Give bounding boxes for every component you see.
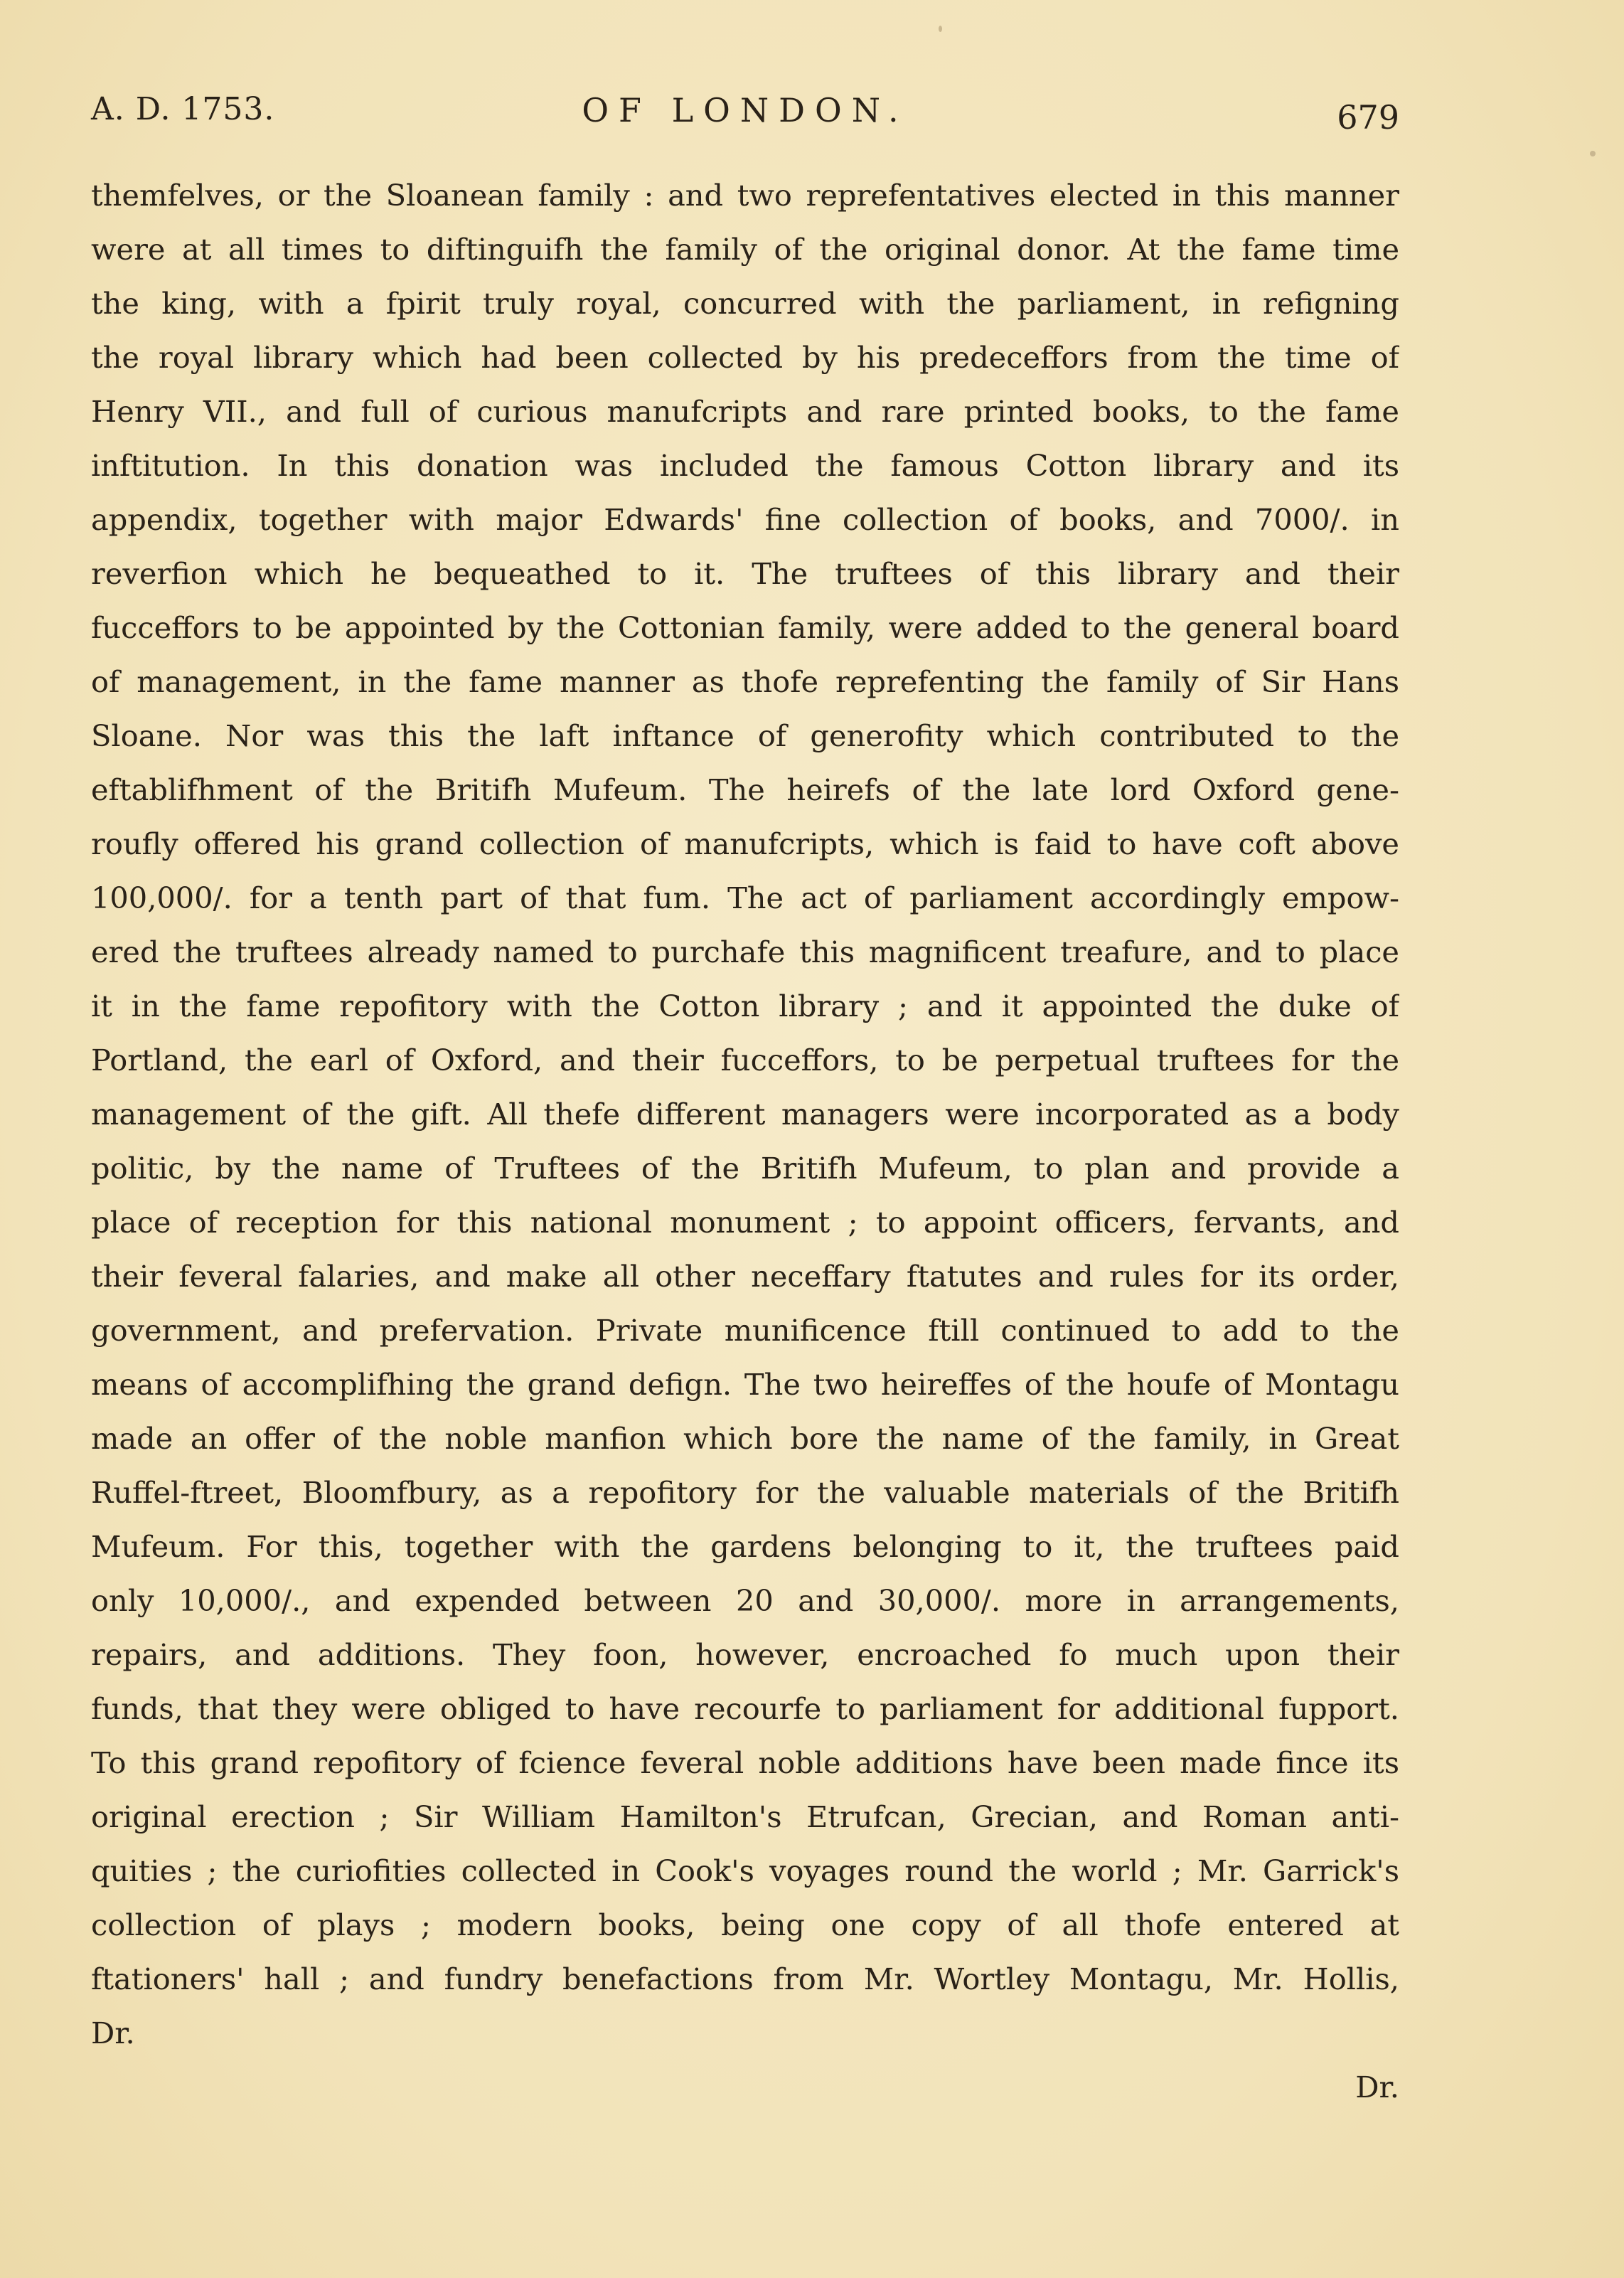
text-line: 100,000/. for a tenth part of that fum. The act of parliament accordingly empow- <box>91 880 1399 915</box>
text-line: Ruffel-ftreet, Bloomfbury, as a repofitory for the valuable materials of the Britifh <box>91 1475 1399 1510</box>
text-line: themfelves, or the Sloanean family : and two reprefentatives elected in this manner <box>91 178 1399 213</box>
text-line: their feveral falaries, and make all other neceffary ftatutes and rules for its order, <box>91 1259 1399 1294</box>
text-line: quities ; the curiofities collected in Cook's voyages round the world ; Mr. Garrick's <box>91 1853 1399 1888</box>
text-line: repairs, and additions. They foon, however, encroached fo much upon their <box>91 1637 1399 1672</box>
text-line: appendix, together with major Edwards' fine collection of books, and 7000/. in <box>91 502 1399 537</box>
text-line: the king, with a fpirit truly royal, concurred with the parliament, in refigning <box>91 286 1399 321</box>
catchword: Dr. <box>1355 2070 1399 2104</box>
text-line: reverfion which he bequeathed to it. The truftees of this library and their <box>91 556 1399 591</box>
text-line: ftationers' hall ; and fundry benefactions from Mr. Wortley Montagu, Mr. Hollis, <box>91 1962 1399 1996</box>
text-line: roufly offered his grand collection of manufcripts, which is faid to have coft above <box>91 826 1399 861</box>
text-line: collection of plays ; modern books, being one copy of all thofe entered at <box>91 1907 1399 1942</box>
text-line: were at all times to diftinguifh the family of the original donor. At the fame time <box>91 232 1399 267</box>
text-line: the royal library which had been collected by his predeceffors from the time of <box>91 340 1399 375</box>
text-line: funds, that they were obliged to have recourfe to parliament for additional fupport. <box>91 1691 1399 1726</box>
text-line: it in the fame repofitory with the Cotton library ; and it appointed the duke of <box>91 989 1399 1023</box>
text-line: government, and prefervation. Private munificence ftill continued to add to the <box>91 1313 1399 1348</box>
text-line: fucceffors to be appointed by the Cottonian family, were added to the general board <box>91 610 1399 645</box>
text-line: place of reception for this national monument ; to appoint officers, fervants, and <box>91 1205 1399 1240</box>
text-line: management of the gift. All thefe different managers were incorporated as a body <box>91 1097 1399 1132</box>
text-line: inftitution. In this donation was included the famous Cotton library and its <box>91 448 1399 483</box>
text-line: Henry VII., and full of curious manufcripts and rare printed books, to the fame <box>91 394 1399 429</box>
header-title: OF LONDON. <box>582 91 909 129</box>
body-paragraph <box>91 169 1399 2114</box>
header-date: A. D. 1753. <box>91 91 275 127</box>
running-header <box>91 91 1399 141</box>
text-line: means of accomplifhing the grand defign. The two heireffes of the houfe of Montagu <box>91 1367 1399 1402</box>
text-line: Sloane. Nor was this the laft inftance of generofity which contributed to the <box>91 718 1399 753</box>
text-line: Mufeum. For this, together with the gardens belonging to it, the truftees paid <box>91 1529 1399 1564</box>
text-line: of management, in the fame manner as thofe reprefenting the family of Sir Hans <box>91 664 1399 699</box>
text-line: only 10,000/., and expended between 20 and 30,000/. more in arrangements, <box>91 1583 1399 1618</box>
text-line: original erection ; Sir William Hamilton's Etrufcan, Grecian, and Roman anti- <box>91 1799 1399 1834</box>
text-line: eftablifhment of the Britifh Mufeum. The heirefs of the late lord Oxford gene- <box>91 772 1399 807</box>
paper-speck <box>939 26 942 32</box>
text-line: ered the truftees already named to purchafe this magnificent treafure, and to place <box>91 935 1399 969</box>
text-line: To this grand repofitory of fcience feveral noble additions have been made fince its <box>91 1745 1399 1780</box>
paper-speck <box>1590 151 1596 156</box>
text-line: politic, by the name of Truftees of the Britifh Mufeum, to plan and provide a <box>91 1151 1399 1186</box>
page-number: 679 <box>1337 98 1399 137</box>
text-line: Portland, the earl of Oxford, and their fucceffors, to be perpetual truftees for the <box>91 1043 1399 1077</box>
text-line: Dr. <box>91 2016 135 2050</box>
text-line: made an offer of the noble manfion which bore the name of the family, in Great <box>91 1421 1399 1456</box>
